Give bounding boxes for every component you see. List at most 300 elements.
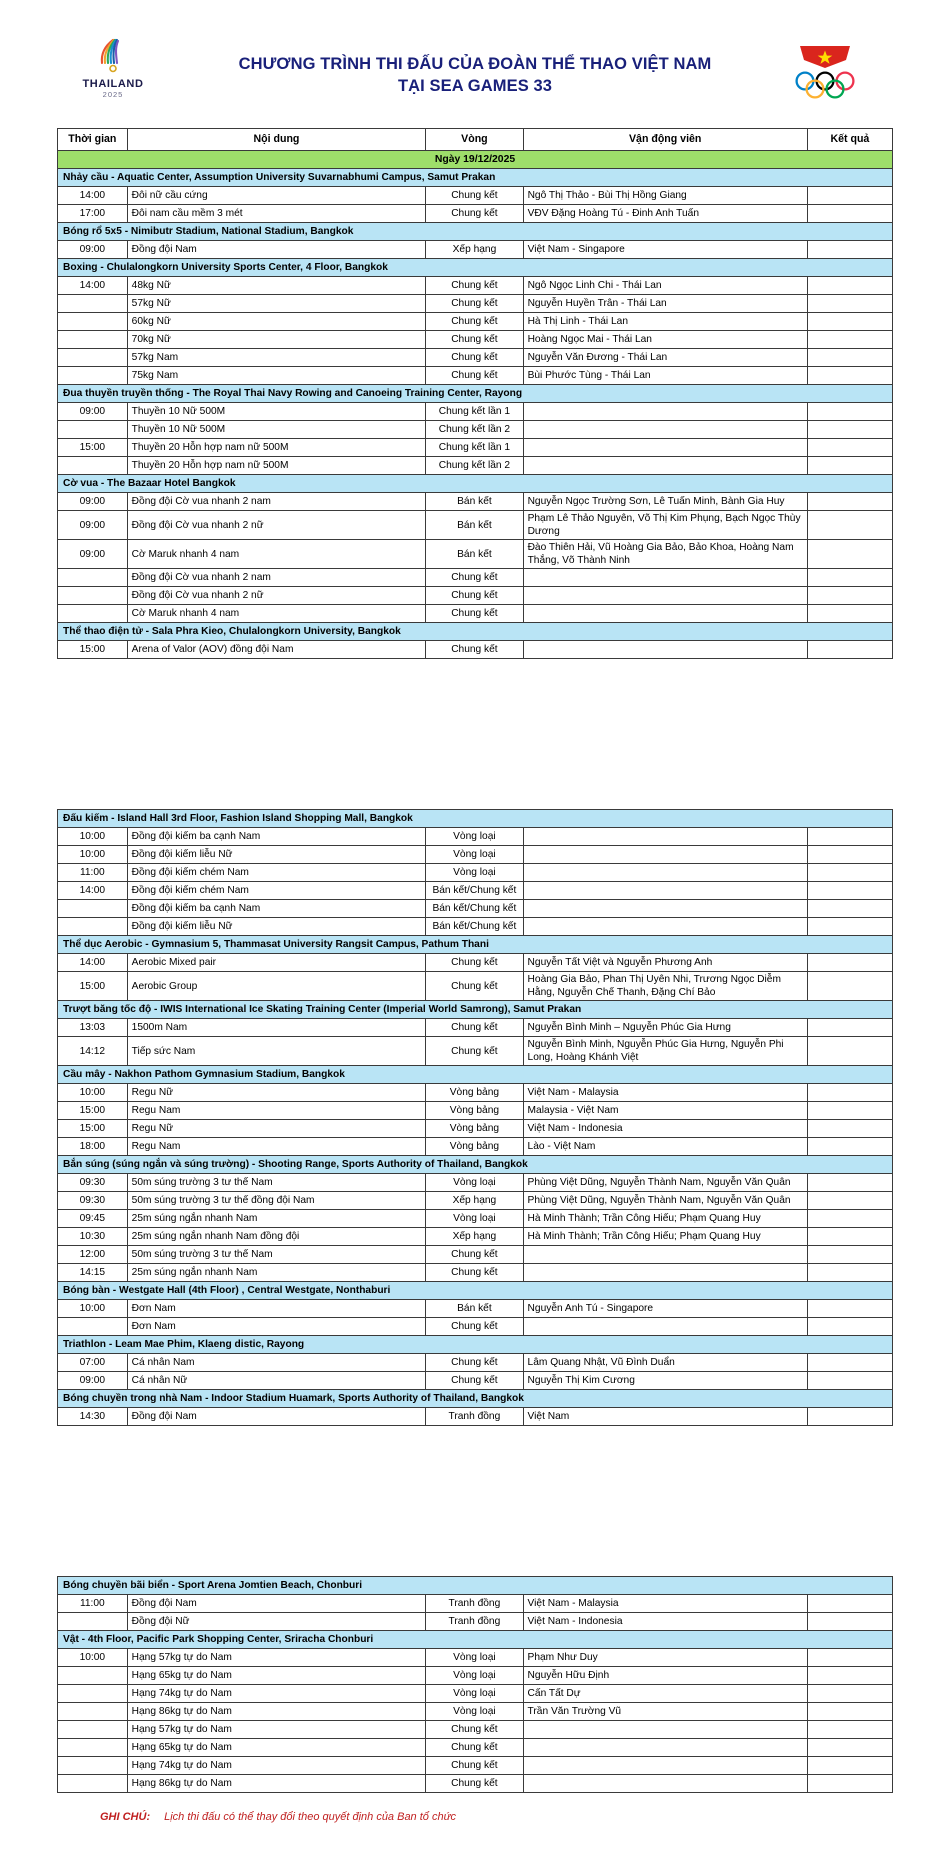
table-row bbox=[58, 954, 893, 972]
cell-result bbox=[807, 569, 892, 587]
cell-result bbox=[807, 882, 892, 900]
cell-result bbox=[807, 1019, 892, 1037]
cell-time: 10:30 bbox=[58, 1228, 128, 1246]
table-header-row bbox=[58, 129, 893, 151]
cell-round: Vòng bảng bbox=[426, 1102, 523, 1120]
venue-label: Trượt băng tốc độ - IWIS International Ice Skating Training Center (Imperial World Samrong), Samut Prakan bbox=[58, 1001, 893, 1019]
cell-time: 15:00 bbox=[58, 439, 128, 457]
table-row bbox=[58, 1354, 893, 1372]
table-row bbox=[58, 313, 893, 331]
table-row bbox=[58, 1595, 893, 1613]
cell-event: Đồng đội kiếm ba cạnh Nam bbox=[127, 828, 426, 846]
cell-result bbox=[807, 1120, 892, 1138]
table-row bbox=[58, 1739, 893, 1757]
cell-event: Hạng 65kg tự do Nam bbox=[127, 1739, 426, 1757]
venue-label: Thể thao điện tử - Sala Phra Kieo, Chulalongkorn University, Bangkok bbox=[58, 623, 893, 641]
thailand-2025-logo bbox=[68, 36, 158, 99]
cell-event: Regu Nam bbox=[127, 1102, 426, 1120]
cell-result bbox=[807, 1300, 892, 1318]
cell-time: 09:30 bbox=[58, 1192, 128, 1210]
cell-round: Chung kết bbox=[426, 295, 523, 313]
cell-event: Đơn Nam bbox=[127, 1318, 426, 1336]
cell-round: Chung kết bbox=[426, 1246, 523, 1264]
cell-round: Vòng loại bbox=[426, 828, 523, 846]
cell-round: Tranh đồng bbox=[426, 1408, 523, 1426]
cell-athlete bbox=[523, 1775, 807, 1793]
cell-time: 09:45 bbox=[58, 1210, 128, 1228]
page-break-spacer-1 bbox=[0, 659, 950, 809]
cell-round: Chung kết bbox=[426, 313, 523, 331]
cell-time: 17:00 bbox=[58, 205, 128, 223]
cell-event: Thuyền 10 Nữ 500M bbox=[127, 421, 426, 439]
cell-round: Chung kết bbox=[426, 1037, 523, 1066]
cell-result bbox=[807, 1721, 892, 1739]
cell-event: Đồng đội Cờ vua nhanh 2 nữ bbox=[127, 587, 426, 605]
cell-round: Chung kết bbox=[426, 954, 523, 972]
cell-athlete bbox=[523, 864, 807, 882]
cell-round: Vòng loại bbox=[426, 1703, 523, 1721]
venue-row bbox=[58, 1066, 893, 1084]
cell-athlete bbox=[523, 641, 807, 659]
table-row bbox=[58, 439, 893, 457]
venue-row bbox=[58, 259, 893, 277]
cell-round: Chung kết bbox=[426, 605, 523, 623]
cell-result bbox=[807, 918, 892, 936]
cell-athlete: Ngô Ngọc Linh Chi - Thái Lan bbox=[523, 277, 807, 295]
table-row bbox=[58, 587, 893, 605]
cell-athlete: Bùi Phước Tùng - Thái Lan bbox=[523, 367, 807, 385]
cell-athlete bbox=[523, 403, 807, 421]
cell-result bbox=[807, 900, 892, 918]
cell-time bbox=[58, 421, 128, 439]
cell-result bbox=[807, 277, 892, 295]
cell-time: 13:03 bbox=[58, 1019, 128, 1037]
col-header-athlete: Vận động viên bbox=[523, 129, 807, 151]
cell-round: Chung kết bbox=[426, 1264, 523, 1282]
venue-row bbox=[58, 1282, 893, 1300]
table-row bbox=[58, 1613, 893, 1631]
table-row bbox=[58, 1120, 893, 1138]
cell-round: Chung kết bbox=[426, 1019, 523, 1037]
cell-result bbox=[807, 1037, 892, 1066]
table-row bbox=[58, 511, 893, 540]
table-row bbox=[58, 1210, 893, 1228]
cell-event: Regu Nữ bbox=[127, 1120, 426, 1138]
cell-athlete bbox=[523, 1246, 807, 1264]
cell-result bbox=[807, 313, 892, 331]
cell-time bbox=[58, 587, 128, 605]
cell-event: Đơn Nam bbox=[127, 1300, 426, 1318]
cell-time bbox=[58, 1667, 128, 1685]
cell-round: Tranh đồng bbox=[426, 1595, 523, 1613]
cell-time: 09:00 bbox=[58, 493, 128, 511]
cell-event: Đồng đội Nữ bbox=[127, 1613, 426, 1631]
cell-athlete bbox=[523, 1318, 807, 1336]
venue-row bbox=[58, 1390, 893, 1408]
cell-time: 09:00 bbox=[58, 403, 128, 421]
cell-event: Đồng đội Cờ vua nhanh 2 nam bbox=[127, 493, 426, 511]
cell-round: Bán kết bbox=[426, 540, 523, 569]
cell-result bbox=[807, 1228, 892, 1246]
table-row bbox=[58, 421, 893, 439]
table-row bbox=[58, 605, 893, 623]
cell-time bbox=[58, 1739, 128, 1757]
schedule-table-page-3 bbox=[0, 1576, 950, 1793]
cell-athlete: Nguyễn Bình Minh – Nguyễn Phúc Gia Hưng bbox=[523, 1019, 807, 1037]
venue-row bbox=[58, 1631, 893, 1649]
page-header bbox=[0, 36, 950, 114]
cell-athlete: Nguyễn Huyền Trân - Thái Lan bbox=[523, 295, 807, 313]
cell-result bbox=[807, 1667, 892, 1685]
cell-result bbox=[807, 1264, 892, 1282]
venue-label: Boxing - Chulalongkorn University Sports Center, 4 Floor, Bangkok bbox=[58, 259, 893, 277]
cell-event: 1500m Nam bbox=[127, 1019, 426, 1037]
table-row bbox=[58, 1084, 893, 1102]
footer-note bbox=[0, 1793, 950, 1823]
cell-round: Chung kết lần 2 bbox=[426, 457, 523, 475]
cell-event: Đồng đội kiếm liễu Nữ bbox=[127, 918, 426, 936]
cell-event: Cá nhân Nữ bbox=[127, 1372, 426, 1390]
cell-event: Đồng đội kiếm liễu Nữ bbox=[127, 846, 426, 864]
cell-event: Thuyền 20 Hỗn hợp nam nữ 500M bbox=[127, 439, 426, 457]
cell-time: 15:00 bbox=[58, 1120, 128, 1138]
cell-athlete: Phạm Lê Thảo Nguyên, Võ Thị Kim Phụng, Bạch Ngọc Thùy Dương bbox=[523, 511, 807, 540]
cell-time bbox=[58, 367, 128, 385]
cell-athlete: Hà Minh Thành; Trần Công Hiếu; Phạm Quang Huy bbox=[523, 1228, 807, 1246]
day-banner-row bbox=[58, 151, 893, 169]
cell-round: Vòng loại bbox=[426, 864, 523, 882]
table-row bbox=[58, 1102, 893, 1120]
cell-athlete: Phùng Việt Dũng, Nguyễn Thành Nam, Nguyễn Văn Quân bbox=[523, 1174, 807, 1192]
cell-time: 09:00 bbox=[58, 511, 128, 540]
cell-time: 15:00 bbox=[58, 972, 128, 1001]
venue-label: Nhảy cầu - Aquatic Center, Assumption University Suvarnabhumi Campus, Samut Prakan bbox=[58, 169, 893, 187]
cell-result bbox=[807, 1318, 892, 1336]
cell-event: Cá nhân Nam bbox=[127, 1354, 426, 1372]
cell-round: Chung kết bbox=[426, 1775, 523, 1793]
cell-time: 14:00 bbox=[58, 187, 128, 205]
cell-result bbox=[807, 493, 892, 511]
cell-event: Đồng đội Nam bbox=[127, 1595, 426, 1613]
table-row bbox=[58, 295, 893, 313]
table-row bbox=[58, 457, 893, 475]
cell-athlete: Hoàng Gia Bảo, Phan Thị Uyên Nhi, Trương Ngọc Diễm Hằng, Nguyễn Chế Thanh, Đặng Chí Bảo bbox=[523, 972, 807, 1001]
venue-label: Đua thuyền truyền thống - The Royal Thai Navy Rowing and Canoeing Training Center, Rayong bbox=[58, 385, 893, 403]
venue-row bbox=[58, 385, 893, 403]
venue-row bbox=[58, 1001, 893, 1019]
cell-event: 70kg Nữ bbox=[127, 331, 426, 349]
cell-time: 11:00 bbox=[58, 864, 128, 882]
cell-athlete: Việt Nam - Indonesia bbox=[523, 1120, 807, 1138]
page-title bbox=[170, 54, 780, 98]
venue-row bbox=[58, 936, 893, 954]
venue-label: Cầu mây - Nakhon Pathom Gymnasium Stadium, Bangkok bbox=[58, 1066, 893, 1084]
cell-result bbox=[807, 1192, 892, 1210]
cell-event: Tiếp sức Nam bbox=[127, 1037, 426, 1066]
cell-event: Đồng đội Cờ vua nhanh 2 nam bbox=[127, 569, 426, 587]
cell-athlete: Phạm Như Duy bbox=[523, 1649, 807, 1667]
logo-year-label: 2025 bbox=[102, 90, 124, 100]
cell-event: Hạng 86kg tự do Nam bbox=[127, 1703, 426, 1721]
cell-event: Hạng 74kg tự do Nam bbox=[127, 1757, 426, 1775]
cell-event: 57kg Nam bbox=[127, 349, 426, 367]
cell-athlete: Hà Thị Linh - Thái Lan bbox=[523, 313, 807, 331]
cell-round: Vòng loại bbox=[426, 1174, 523, 1192]
cell-athlete: Nguyễn Anh Tú - Singapore bbox=[523, 1300, 807, 1318]
cell-athlete bbox=[523, 882, 807, 900]
cell-event: 50m súng trường 3 tư thế đồng đội Nam bbox=[127, 1192, 426, 1210]
cell-result bbox=[807, 331, 892, 349]
cell-time: 07:00 bbox=[58, 1354, 128, 1372]
cell-athlete bbox=[523, 1721, 807, 1739]
venue-label: Triathlon - Leam Mae Phim, Klaeng distic, Rayong bbox=[58, 1336, 893, 1354]
col-header-event: Nội dung bbox=[127, 129, 426, 151]
cell-round: Vòng loại bbox=[426, 1685, 523, 1703]
table-row bbox=[58, 1192, 893, 1210]
cell-event: Hạng 57kg tự do Nam bbox=[127, 1721, 426, 1739]
cell-athlete bbox=[523, 587, 807, 605]
cell-result bbox=[807, 295, 892, 313]
venue-row bbox=[58, 1577, 893, 1595]
cell-time: 14:00 bbox=[58, 882, 128, 900]
cell-event: 50m súng trường 3 tư thế Nam bbox=[127, 1174, 426, 1192]
cell-athlete bbox=[523, 421, 807, 439]
olympic-committee-logo bbox=[780, 44, 870, 104]
cell-event: 25m súng ngắn nhanh Nam bbox=[127, 1210, 426, 1228]
cell-round: Chung kết bbox=[426, 587, 523, 605]
table-row bbox=[58, 205, 893, 223]
cell-athlete bbox=[523, 569, 807, 587]
cell-round: Bán kết bbox=[426, 511, 523, 540]
cell-time bbox=[58, 918, 128, 936]
cell-time bbox=[58, 331, 128, 349]
cell-time bbox=[58, 605, 128, 623]
cell-round: Vòng loại bbox=[426, 1649, 523, 1667]
cell-round: Vòng bảng bbox=[426, 1120, 523, 1138]
cell-event: Đồng đội kiếm chém Nam bbox=[127, 864, 426, 882]
cell-time bbox=[58, 313, 128, 331]
venue-row bbox=[58, 623, 893, 641]
cell-event: 75kg Nam bbox=[127, 367, 426, 385]
cell-athlete bbox=[523, 457, 807, 475]
cell-athlete: Nguyễn Văn Đương - Thái Lan bbox=[523, 349, 807, 367]
cell-time: 14:00 bbox=[58, 954, 128, 972]
cell-result bbox=[807, 1649, 892, 1667]
cell-time bbox=[58, 569, 128, 587]
cell-result bbox=[807, 367, 892, 385]
cell-result bbox=[807, 349, 892, 367]
cell-round: Tranh đồng bbox=[426, 1613, 523, 1631]
cell-time: 09:00 bbox=[58, 1372, 128, 1390]
table-row bbox=[58, 493, 893, 511]
cell-athlete: Ngô Thị Thảo - Bùi Thị Hồng Giang bbox=[523, 187, 807, 205]
col-header-time: Thời gian bbox=[58, 129, 128, 151]
cell-round: Bán kết bbox=[426, 1300, 523, 1318]
cell-athlete: Nguyễn Ngọc Trường Sơn, Lê Tuấn Minh, Bành Gia Huy bbox=[523, 493, 807, 511]
cell-athlete: Lâm Quang Nhật, Vũ Đình Duẩn bbox=[523, 1354, 807, 1372]
cell-time bbox=[58, 1703, 128, 1721]
cell-time: 14:12 bbox=[58, 1037, 128, 1066]
cell-result bbox=[807, 1595, 892, 1613]
cell-result bbox=[807, 403, 892, 421]
cell-athlete bbox=[523, 846, 807, 864]
cell-athlete bbox=[523, 918, 807, 936]
cell-round: Chung kết bbox=[426, 569, 523, 587]
table-row bbox=[58, 846, 893, 864]
cell-round: Chung kết bbox=[426, 1354, 523, 1372]
cell-time: 12:00 bbox=[58, 1246, 128, 1264]
table-row bbox=[58, 1228, 893, 1246]
table-row bbox=[58, 1685, 893, 1703]
cell-event: 48kg Nữ bbox=[127, 277, 426, 295]
cell-time bbox=[58, 900, 128, 918]
cell-result bbox=[807, 540, 892, 569]
cell-time: 15:00 bbox=[58, 1102, 128, 1120]
venue-label: Bóng chuyền bãi biển - Sport Arena Jomtien Beach, Chonburi bbox=[58, 1577, 893, 1595]
cell-time bbox=[58, 295, 128, 313]
cell-athlete: Việt Nam - Malaysia bbox=[523, 1084, 807, 1102]
table-row bbox=[58, 349, 893, 367]
venue-label: Bóng bàn - Westgate Hall (4th Floor) , Central Westgate, Nonthaburi bbox=[58, 1282, 893, 1300]
cell-result bbox=[807, 1613, 892, 1631]
cell-event: Hạng 65kg tự do Nam bbox=[127, 1667, 426, 1685]
cell-round: Chung kết bbox=[426, 277, 523, 295]
cell-time: 10:00 bbox=[58, 1300, 128, 1318]
cell-result bbox=[807, 511, 892, 540]
cell-athlete: Nguyễn Bình Minh, Nguyễn Phúc Gia Hưng, Nguyễn Phi Long, Hoàng Khánh Việt bbox=[523, 1037, 807, 1066]
vietnam-flag-icon bbox=[780, 44, 870, 70]
cell-round: Chung kết bbox=[426, 367, 523, 385]
venue-label: Bóng rổ 5x5 - Nimibutr Stadium, National Stadium, Bangkok bbox=[58, 223, 893, 241]
cell-round: Vòng loại bbox=[426, 1667, 523, 1685]
table-row bbox=[58, 1703, 893, 1721]
cell-round: Bán kết/Chung kết bbox=[426, 900, 523, 918]
cell-round: Chung kết bbox=[426, 205, 523, 223]
cell-event: Cờ Maruk nhanh 4 nam bbox=[127, 605, 426, 623]
note-label: GHI CHÚ: bbox=[100, 1811, 151, 1824]
cell-result bbox=[807, 1703, 892, 1721]
venue-label: Cờ vua - The Bazaar Hotel Bangkok bbox=[58, 475, 893, 493]
table-row bbox=[58, 1174, 893, 1192]
cell-event: 50m súng trường 3 tư thế Nam bbox=[127, 1246, 426, 1264]
col-header-result: Kết quả bbox=[807, 129, 892, 151]
cell-athlete: Việt Nam - Singapore bbox=[523, 241, 807, 259]
venue-label: Bóng chuyền trong nhà Nam - Indoor Stadium Huamark, Sports Authority of Thailand, Bangkok bbox=[58, 1390, 893, 1408]
venue-row bbox=[58, 1156, 893, 1174]
cell-round: Chung kết bbox=[426, 1721, 523, 1739]
table-row bbox=[58, 1264, 893, 1282]
table-row bbox=[58, 241, 893, 259]
cell-event: Hạng 57kg tự do Nam bbox=[127, 1649, 426, 1667]
cell-event: 57kg Nữ bbox=[127, 295, 426, 313]
cell-event: Đồng đội kiếm chém Nam bbox=[127, 882, 426, 900]
table-row bbox=[58, 864, 893, 882]
table-row bbox=[58, 1318, 893, 1336]
cell-time: 10:00 bbox=[58, 1084, 128, 1102]
cell-athlete: Việt Nam bbox=[523, 1408, 807, 1426]
cell-athlete bbox=[523, 439, 807, 457]
cell-result bbox=[807, 1739, 892, 1757]
cell-athlete: Nguyễn Tất Việt và Nguyễn Phương Anh bbox=[523, 954, 807, 972]
table-row bbox=[58, 1372, 893, 1390]
cell-result bbox=[807, 954, 892, 972]
cell-result bbox=[807, 605, 892, 623]
cell-round: Vòng loại bbox=[426, 1210, 523, 1228]
cell-result bbox=[807, 1174, 892, 1192]
cell-result bbox=[807, 439, 892, 457]
cell-time: 14:00 bbox=[58, 277, 128, 295]
cell-round: Bán kết/Chung kết bbox=[426, 918, 523, 936]
cell-time bbox=[58, 1685, 128, 1703]
cell-round: Bán kết/Chung kết bbox=[426, 882, 523, 900]
table-row bbox=[58, 367, 893, 385]
cell-result bbox=[807, 1102, 892, 1120]
cell-round: Bán kết bbox=[426, 493, 523, 511]
table-row bbox=[58, 1649, 893, 1667]
table-row bbox=[58, 331, 893, 349]
cell-result bbox=[807, 1408, 892, 1426]
table-row bbox=[58, 641, 893, 659]
table-row bbox=[58, 828, 893, 846]
cell-round: Chung kết bbox=[426, 1757, 523, 1775]
cell-result bbox=[807, 1210, 892, 1228]
cell-athlete bbox=[523, 1739, 807, 1757]
venue-label: Thể dục Aerobic - Gymnasium 5, Thammasat University Rangsit Campus, Pathum Thani bbox=[58, 936, 893, 954]
cell-athlete: Việt Nam - Malaysia bbox=[523, 1595, 807, 1613]
cell-round: Xếp hạng bbox=[426, 1228, 523, 1246]
table-row bbox=[58, 1408, 893, 1426]
title-line-1: CHƯƠNG TRÌNH THI ĐẤU CỦA ĐOÀN THỂ THAO VIỆT NAM bbox=[238, 55, 712, 73]
table-row bbox=[58, 1138, 893, 1156]
cell-time: 09:00 bbox=[58, 540, 128, 569]
cell-result bbox=[807, 1246, 892, 1264]
cell-athlete: Việt Nam - Indonesia bbox=[523, 1613, 807, 1631]
cell-result bbox=[807, 846, 892, 864]
schedule-table-page-1 bbox=[0, 128, 950, 659]
cell-result bbox=[807, 187, 892, 205]
cell-athlete: Phùng Việt Dũng, Nguyễn Thành Nam, Nguyễn Văn Quân bbox=[523, 1192, 807, 1210]
cell-round: Chung kết lần 1 bbox=[426, 403, 523, 421]
table-row bbox=[58, 1775, 893, 1793]
cell-result bbox=[807, 972, 892, 1001]
cell-event: Aerobic Group bbox=[127, 972, 426, 1001]
cell-event: Regu Nữ bbox=[127, 1084, 426, 1102]
cell-result bbox=[807, 864, 892, 882]
cell-event: Arena of Valor (AOV) đồng đội Nam bbox=[127, 641, 426, 659]
cell-athlete: VĐV Đặng Hoàng Tú - Đinh Anh Tuấn bbox=[523, 205, 807, 223]
cell-event: Hạng 86kg tự do Nam bbox=[127, 1775, 426, 1793]
table-row bbox=[58, 1246, 893, 1264]
cell-athlete bbox=[523, 1264, 807, 1282]
cell-time bbox=[58, 1318, 128, 1336]
cell-time: 14:15 bbox=[58, 1264, 128, 1282]
cell-round: Chung kết bbox=[426, 972, 523, 1001]
cell-event: Đồng đội Cờ vua nhanh 2 nữ bbox=[127, 511, 426, 540]
table-row bbox=[58, 187, 893, 205]
cell-event: Cờ Maruk nhanh 4 nam bbox=[127, 540, 426, 569]
cell-event: Thuyền 10 Nữ 500M bbox=[127, 403, 426, 421]
cell-time: 10:00 bbox=[58, 828, 128, 846]
venue-row bbox=[58, 475, 893, 493]
table-row bbox=[58, 972, 893, 1001]
venue-row bbox=[58, 810, 893, 828]
cell-time: 14:30 bbox=[58, 1408, 128, 1426]
cell-time bbox=[58, 457, 128, 475]
cell-event: Đồng đội kiếm ba cạnh Nam bbox=[127, 900, 426, 918]
cell-round: Chung kết lần 1 bbox=[426, 439, 523, 457]
venue-label: Vật - 4th Floor, Pacific Park Shopping Center, Sriracha Chonburi bbox=[58, 1631, 893, 1649]
table-row bbox=[58, 1300, 893, 1318]
